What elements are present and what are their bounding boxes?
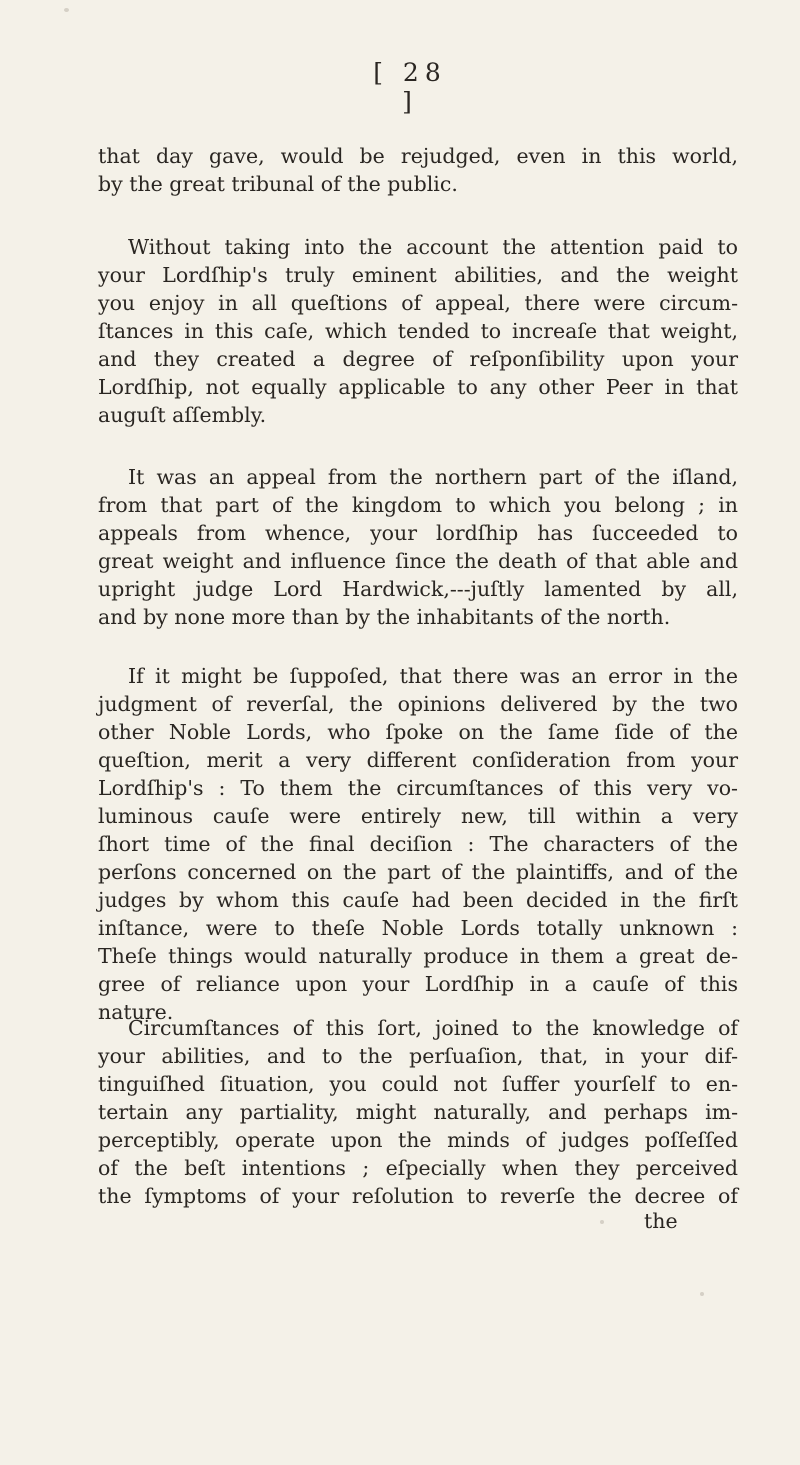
text-line: Circumſtances of this ſort, joined to the knowledge of xyxy=(128,1016,738,1040)
text-line: Lordſhip's : To them the circumſtances of this very vo- xyxy=(98,776,738,800)
text-line: appeals from whence, your lordſhip has ſucceeded to xyxy=(98,521,738,545)
text-line: auguſt aſſembly. xyxy=(98,403,267,427)
text-line: the ſymptoms of your reſolution to reverſe the decree of xyxy=(98,1184,738,1208)
text-line: from that part of the kingdom to which you belong ; in xyxy=(98,493,738,517)
text-line: judges by whom this cauſe had been decided in the firſt xyxy=(98,888,738,912)
paragraph-5 xyxy=(98,1014,738,1210)
text-line: tinguiſhed ſituation, you could not ſuffer yourſelf to en- xyxy=(98,1072,738,1096)
paragraph-2 xyxy=(98,233,738,429)
text-line: by the great tribunal of the public. xyxy=(98,172,458,196)
text-line: ſhort time of the final deciſion : The characters of the xyxy=(98,832,738,856)
text-line: that day gave, would be rejudged, even in this world, xyxy=(98,144,738,168)
text-line: If it might be ſuppoſed, that there was an error in the xyxy=(128,664,738,688)
text-line: of the beſt intentions ; eſpecially when they perceived xyxy=(98,1156,738,1180)
text-line: ſtances in this caſe, which tended to increaſe that weight, xyxy=(98,319,738,343)
text-line: Lordſhip, not equally applicable to any other Peer in that xyxy=(98,375,738,399)
text-line: and by none more than by the inhabitants of the north. xyxy=(98,605,671,629)
text-line: other Noble Lords, who ſpoke on the ſame ſide of the xyxy=(98,720,738,744)
text-line: your Lordſhip's truly eminent abilities, and the weight xyxy=(98,263,738,287)
paragraph-3 xyxy=(98,463,738,631)
text-line: upright judge Lord Hardwick,---juſtly lamented by all, xyxy=(98,577,738,601)
text-line: inſtance, were to theſe Noble Lords totally unknown : xyxy=(98,916,738,940)
text-line: luminous cauſe were entirely new, till within a very xyxy=(98,804,738,828)
paragraph-4 xyxy=(98,662,738,1026)
paper-blemish xyxy=(600,1220,604,1224)
text-line: and they created a degree of reſponſibility upon your xyxy=(98,347,738,371)
text-line: queſtion, merit a very different conſideration from your xyxy=(98,748,738,772)
text-line: perceptibly, operate upon the minds of judges poſſeſſed xyxy=(98,1128,738,1152)
text-line: great weight and influence ſince the death of that able and xyxy=(98,549,738,573)
text-line: tertain any partiality, might naturally, and perhaps im- xyxy=(98,1100,738,1124)
paper-blemish xyxy=(64,8,69,12)
text-line: perſons concerned on the part of the plaintiffs, and of the xyxy=(98,860,738,884)
text-line: nature. xyxy=(98,1000,174,1024)
text-line: Theſe things would naturally produce in them a great de- xyxy=(98,944,738,968)
text-line: Without taking into the account the attention paid to xyxy=(128,235,738,259)
paragraph-1 xyxy=(98,142,738,198)
catchword: the xyxy=(644,1209,678,1233)
text-line: judgment of reverſal, the opinions delivered by the two xyxy=(98,692,738,716)
text-line: you enjoy in all queſtions of appeal, there were circum- xyxy=(98,291,738,315)
paper-blemish xyxy=(700,1292,704,1296)
text-line: gree of reliance upon your Lordſhip in a cauſe of this xyxy=(98,972,738,996)
text-line: It was an appeal from the northern part of the iſland, xyxy=(128,465,738,489)
page-number: [ 28 ] xyxy=(373,58,447,116)
text-line: your abilities, and to the perſuaſion, that, in your dif- xyxy=(98,1044,738,1068)
